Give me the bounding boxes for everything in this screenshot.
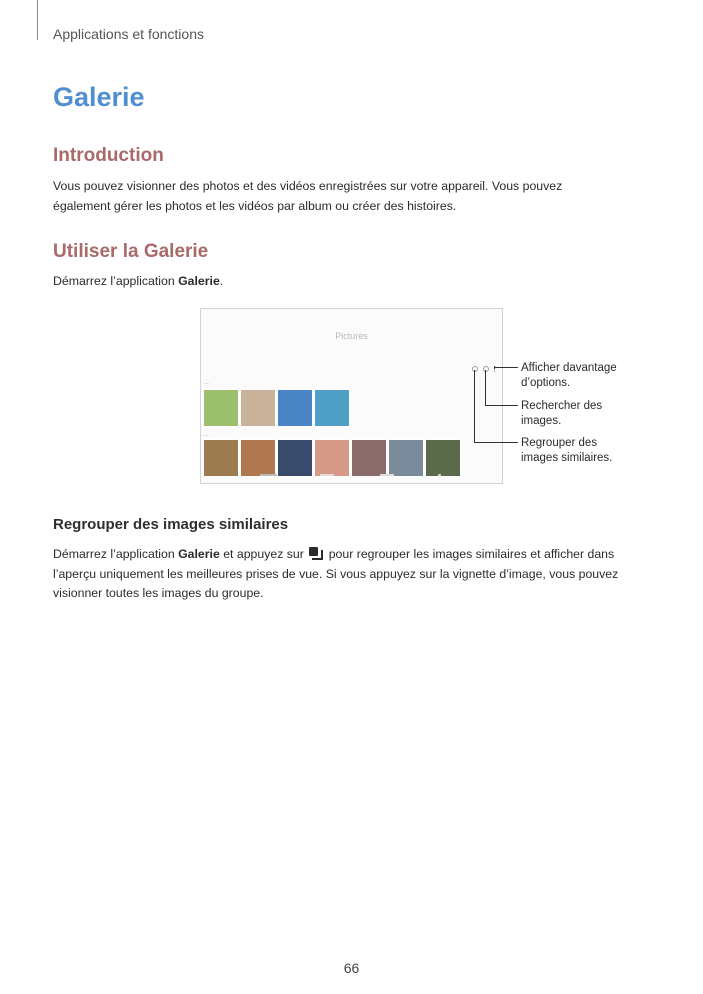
callout-leader [474, 370, 475, 443]
thumbnail [240, 439, 276, 477]
running-header: Applications et fonctions [53, 26, 204, 42]
screen-title: Pictures [335, 331, 368, 341]
callout-leader [494, 367, 518, 368]
callout-leader [474, 442, 518, 443]
thumbnail [314, 389, 350, 427]
subsection-title-regrouper: Regrouper des images similaires [53, 516, 289, 533]
callout-leader [485, 370, 486, 406]
search-icon [483, 366, 489, 372]
chapter-title: Galerie [53, 82, 145, 112]
callout-group: Regrouper des images similaires. [521, 437, 613, 464]
callout-leader [485, 405, 518, 406]
section-label: — [204, 433, 209, 439]
tab-indicator [438, 474, 441, 476]
tab-indicator [380, 474, 394, 476]
section-title-introduction: Introduction [53, 145, 164, 166]
thumbnail [277, 439, 313, 477]
thumbnail [388, 439, 424, 477]
thumbnail [203, 439, 239, 477]
section-label: — [204, 381, 209, 387]
tab-indicator [260, 474, 277, 476]
thumbnail [351, 439, 387, 477]
gallery-screenshot [200, 308, 503, 484]
thumbnail [425, 439, 461, 477]
thumbnail [314, 439, 350, 477]
use-paragraph: Démarrez l’application Galerie. [53, 274, 224, 288]
similar-images-icon [472, 366, 478, 372]
thumbnail [277, 389, 313, 427]
app-name-galerie: Galerie [178, 547, 220, 561]
intro-paragraph: Vous pouvez visionner des photos et des vidéos enregistrées sur votre appareil. Vous pouvez également gérer les photos et les vidéos par album ou créer des histoires. [53, 179, 563, 213]
callout-search: Rechercher des images. [521, 400, 603, 427]
thumbnail [203, 389, 239, 427]
thumbnail [240, 389, 276, 427]
callout-more-options: Afficher davantage d’options. [521, 362, 617, 389]
similar-images-icon [309, 547, 323, 559]
app-name-galerie: Galerie [178, 274, 220, 288]
section-title-utiliser: Utiliser la Galerie [53, 241, 209, 262]
tab-indicator [320, 474, 334, 476]
header-rule [37, 0, 38, 40]
page-number: 66 [343, 960, 360, 976]
group-paragraph: Démarrez l’application Galerie et appuyez sur pour regrouper les images similaires et afficher dans l’aperçu uniquement les meilleures prises de vue. Si vous appuyez sur la vignette d’image, vous pouvez visionner toutes les images du groupe. [53, 547, 619, 600]
